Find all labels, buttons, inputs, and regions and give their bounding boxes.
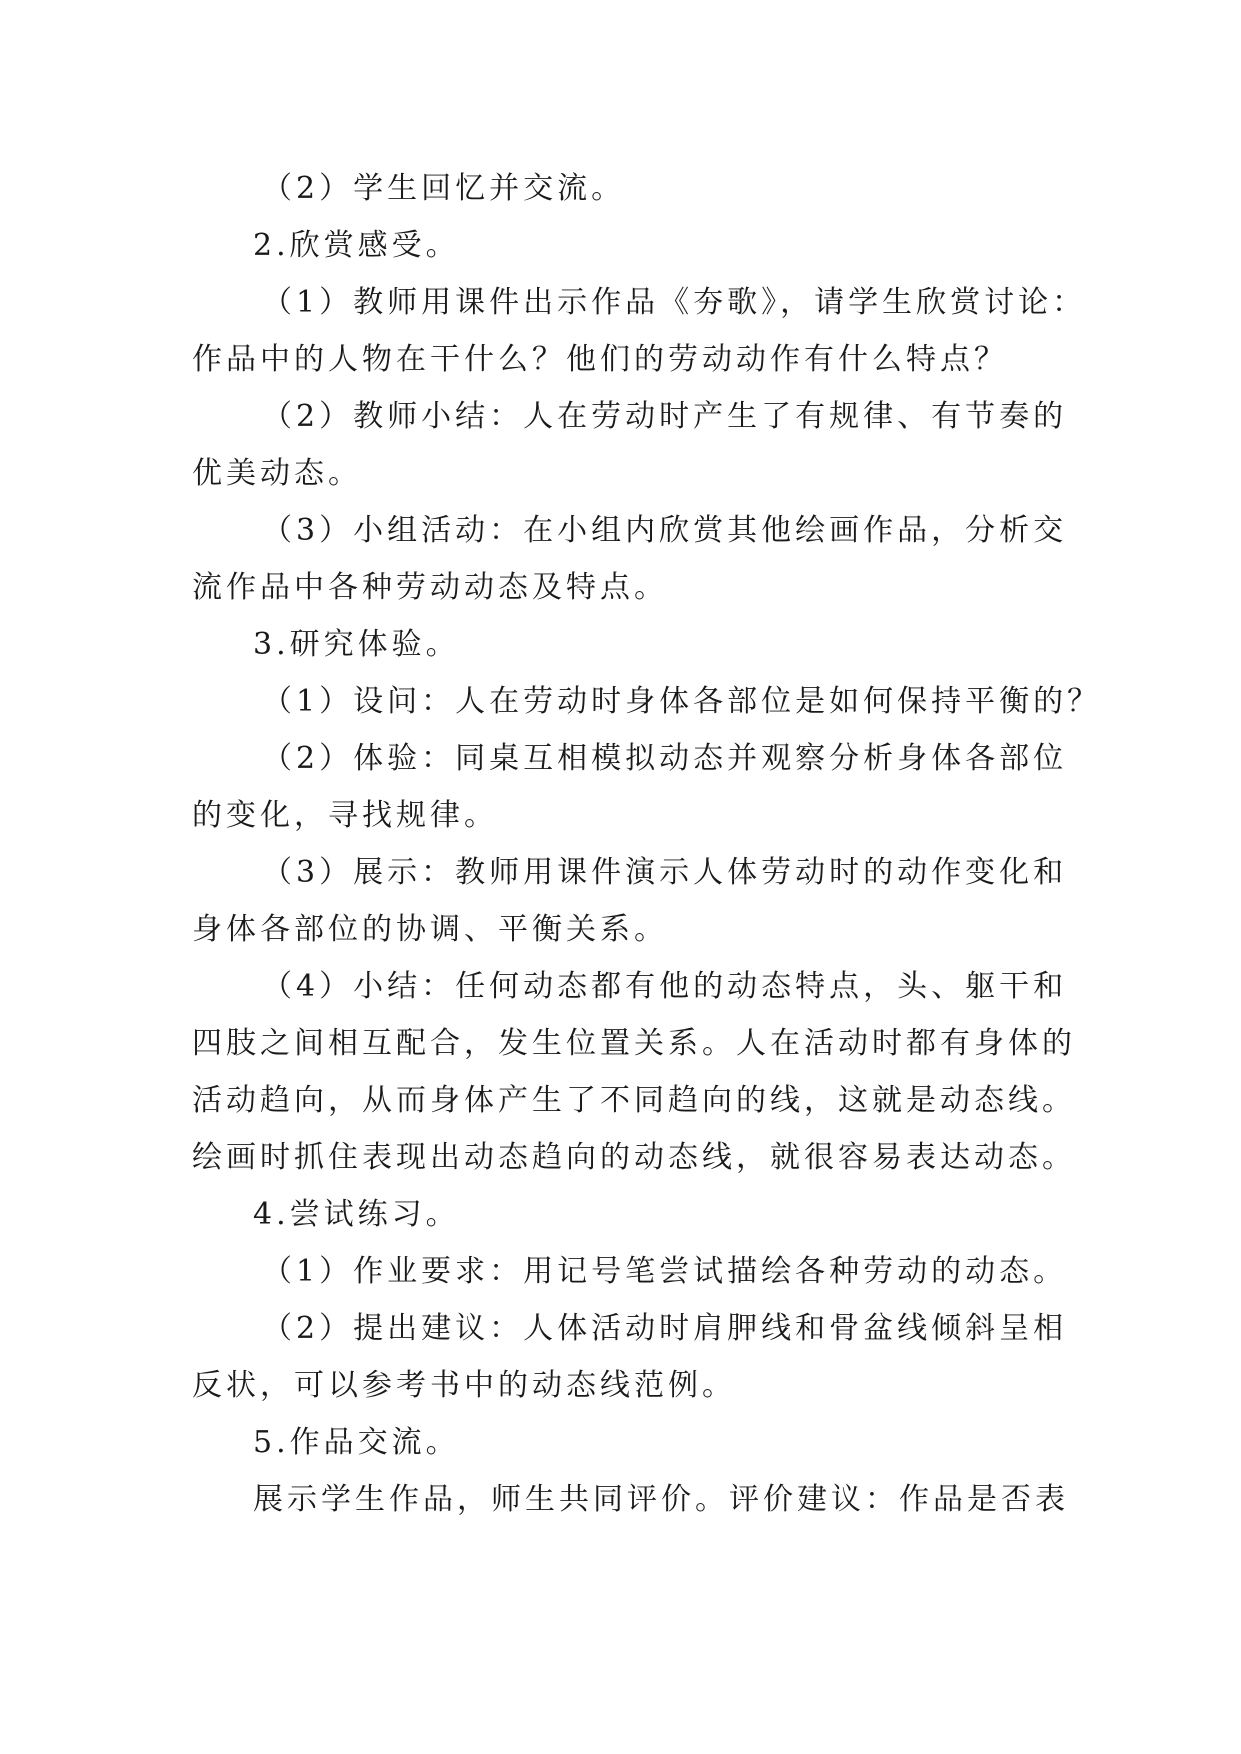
text-line: （3）展示：教师用课件演示人体劳动时的动作变化和 — [262, 855, 1068, 890]
text-line: 四肢之间相互配合，发生位置关系。人在活动时都有身体的 — [192, 1026, 1076, 1061]
text-line: 绘画时抓住表现出动态趋向的动态线，就很容易表达动态。 — [192, 1140, 1076, 1175]
section-heading: 4.尝试练习。 — [253, 1197, 460, 1232]
text-line: （2）教师小结：人在劳动时产生了有规律、有节奏的 — [262, 399, 1068, 434]
text-line: 展示学生作品，师生共同评价。评价建议：作品是否表 — [253, 1482, 1069, 1517]
section-heading: 2.欣赏感受。 — [253, 228, 460, 263]
text-line: （2）体验：同桌互相模拟动态并观察分析身体各部位 — [262, 741, 1068, 776]
text-line: 反状，可以参考书中的动态线范例。 — [192, 1368, 736, 1403]
text-line: 的变化，寻找规律。 — [192, 798, 498, 833]
text-line: （1）作业要求：用记号笔尝试描绘各种劳动的动态。 — [262, 1254, 1068, 1289]
text-line: （4）小结：任何动态都有他的动态特点，头、躯干和 — [262, 969, 1068, 1004]
text-line: 活动趋向，从而身体产生了不同趋向的线，这就是动态线。 — [192, 1083, 1076, 1118]
text-line: （2）学生回忆并交流。 — [262, 171, 626, 206]
text-line: 优美动态。 — [192, 456, 362, 491]
text-line: （1）设问：人在劳动时身体各部位是如何保持平衡的？ — [262, 684, 1102, 719]
text-line: 流作品中各种劳动动态及特点。 — [192, 570, 668, 605]
text-line: （1）教师用课件出示作品《夯歌》，请学生欣赏讨论： — [262, 285, 1087, 320]
section-heading: 5.作品交流。 — [253, 1425, 460, 1460]
text-line: （2）提出建议：人体活动时肩胛线和骨盆线倾斜呈相 — [262, 1311, 1068, 1346]
text-line: 身体各部位的协调、平衡关系。 — [192, 912, 668, 947]
text-line: 作品中的人物在干什么？他们的劳动动作有什么特点？ — [192, 342, 1008, 377]
section-heading: 3.研究体验。 — [253, 627, 460, 662]
text-line: （3）小组活动：在小组内欣赏其他绘画作品，分析交 — [262, 513, 1068, 548]
